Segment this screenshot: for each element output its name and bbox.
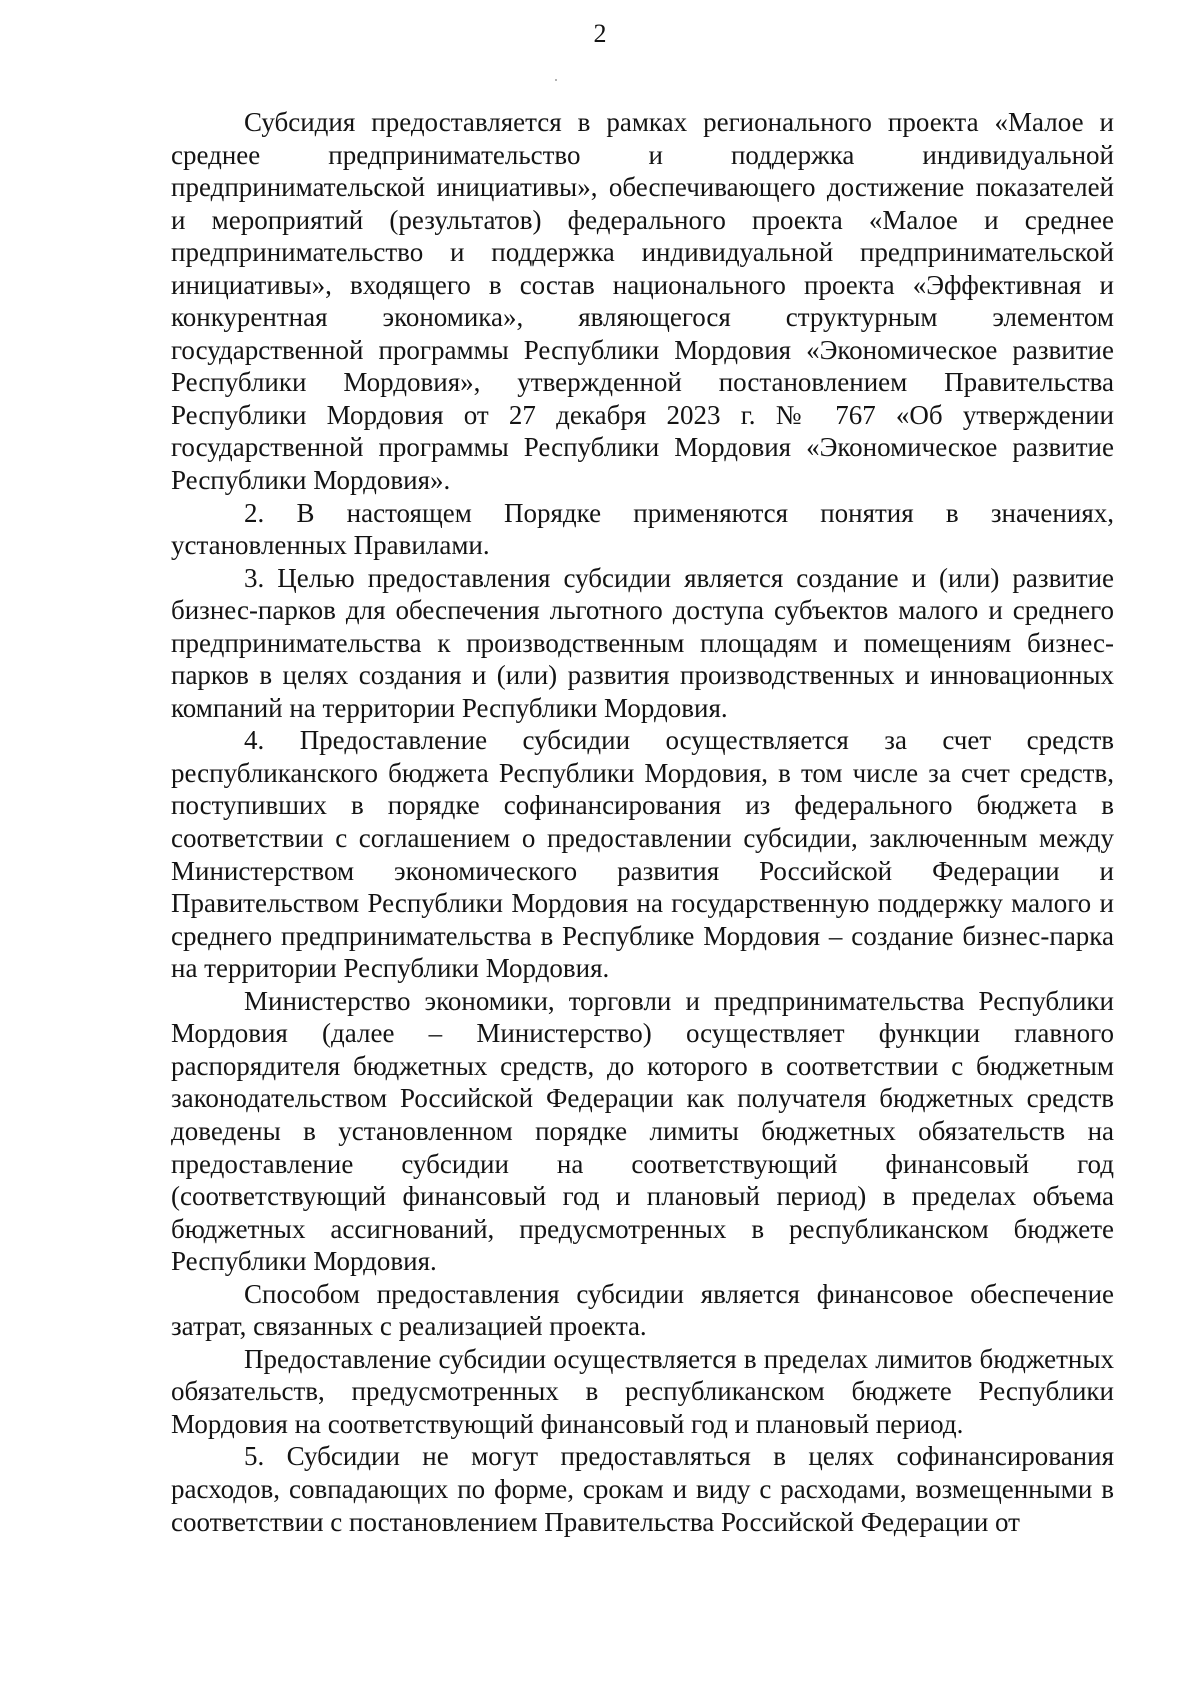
- paragraph-subsidy-method: Способом предоставления субсидии является финансовое обеспечение затрат, связанных с реализацией проекта.: [171, 1278, 1114, 1342]
- paragraph-project-framework: Субсидия предоставляется в рамках регионального проекта «Малое и среднее предпринимательство и поддержка индивидуальной предпринимательской инициативы», обеспечивающего достижение показателей и мероприятий (результатов) федерального проекта «Малое и среднее предпринимательство и поддержка индивидуальной предпринимательской инициативы», входящего в состав национального проекта «Эффективная и конкурентная экономика», являющегося структурным элементом государственной программы Республики Мордовия «Экономическое развитие Республики Мордовия», утвержденной постановлением Правительства Республики Мордовия от 27 декабря 2023 г. № 767 «Об утверждении государственной программы Республики Мордовия «Экономическое развитие Республики Мордовия».: [171, 107, 1114, 496]
- paragraph-budget-limits: Предоставление субсидии осуществляется в пределах лимитов бюджетных обязательств, предусмотренных в республиканском бюджете Республики Мордовия на соответствующий финансовый год и плановый период.: [171, 1343, 1114, 1439]
- paragraph-3-purpose: 3. Целью предоставления субсидии является создание и (или) развитие бизнес-парков для обеспечения льготного доступа субъектов малого и среднего предпринимательства к производственным площадям и помещениям бизнес-парков в целях создания и (или) развития производственных и инновационных компаний на территории Республики Мордовия.: [171, 562, 1114, 723]
- paragraph-5-cofinancing-restriction: 5. Субсидии не могут предоставляться в целях софинансирования расходов, совпадающих по форме, срокам и виду с расходами, возмещенными в соответствии с постановлением Правительства Российской Федерации от: [171, 1441, 1114, 1537]
- paragraph-4-funding-sources: 4. Предоставление субсидии осуществляется за счет средств республиканского бюджета Республики Мордовия, в том числе за счет средств, поступивших в порядке софинансирования из федерального бюджета в соответствии с соглашением о предоставлении субсидии, заключенным между Министерством экономического развития Российской Федерации и Правительством Республики Мордовия на государственную поддержку малого и среднего предпринимательства в Республике Мордовия – создание бизнес-парка на территории Республики Мордовия.: [171, 725, 1114, 984]
- page-number: 2: [593, 19, 607, 48]
- paragraph-2-definitions: 2. В настоящем Порядке применяются понятия в значениях, установленных Правилами.: [171, 497, 1114, 561]
- paragraph-ministry-role: Министерство экономики, торговли и предпринимательства Республики Мордовия (далее – Министерство) осуществляет функции главного распорядителя бюджетных средств, до которого в соответствии с бюджетным законодательством Российской Федерации как получателя бюджетных средств доведены в установленном порядке лимиты бюджетных обязательств на предоставление субсидии на соответствующий финансовый год (соответствующий финансовый год и плановый период) в пределах объема бюджетных ассигнований, предусмотренных в республиканском бюджете Республики Мордовия.: [171, 985, 1114, 1277]
- document-body: [171, 106, 1114, 1538]
- scan-artifact-dot: [555, 79, 557, 81]
